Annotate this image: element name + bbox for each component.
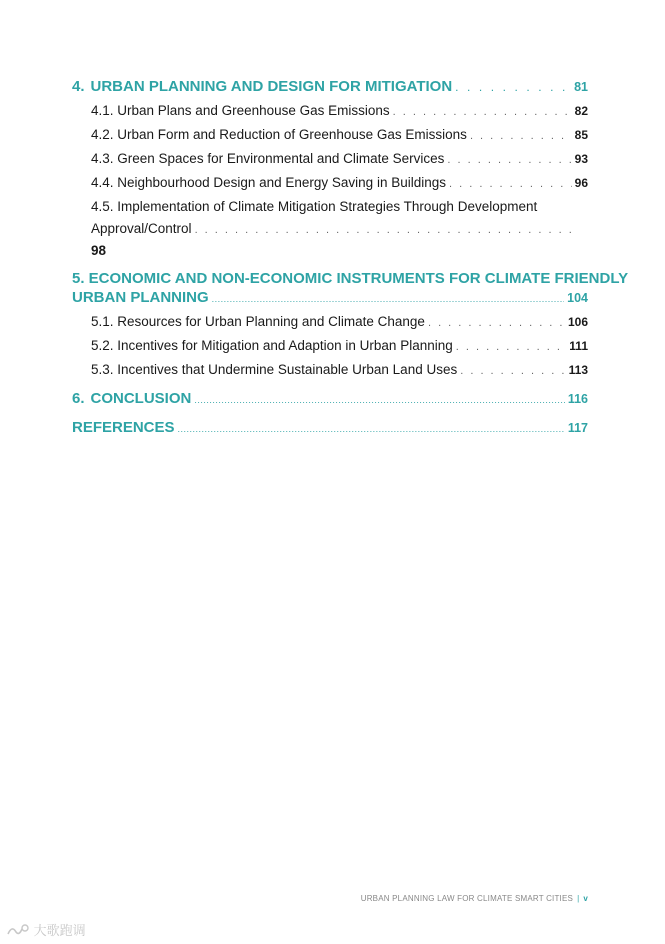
toc-entry-5-3[interactable] — [72, 362, 588, 377]
toc-entry-page: 93 — [574, 152, 588, 166]
toc-entry-title-line2: Approval/Control — [91, 221, 192, 236]
toc-entry-4-2[interactable] — [72, 127, 588, 142]
toc-entry-title: 5.2. Incentives for Mitigation and Adaption in Urban Planning — [91, 338, 453, 353]
toc-entry-title: 5.3. Incentives that Undermine Sustainable Urban Land Uses — [91, 362, 458, 377]
toc-entry-title-line2-row — [72, 289, 588, 306]
toc-entry-6[interactable] — [72, 390, 588, 407]
footer-page-number: v — [583, 894, 588, 903]
leader-dots — [212, 294, 564, 304]
watermark-text: 大歌跑调 — [33, 923, 86, 938]
page-footer — [361, 894, 588, 903]
toc-entry-page: 111 — [569, 339, 588, 353]
toc-entry-title: 4.4. Neighbourhood Design and Energy Saving in Buildings — [91, 175, 446, 190]
toc-entry-title: 4.3. Green Spaces for Environmental and Climate Services — [91, 151, 445, 166]
toc-entry-page: 117 — [567, 421, 588, 435]
leader-dots — [195, 224, 572, 236]
toc-entry-page: 106 — [567, 315, 588, 329]
leader-dots — [393, 106, 572, 118]
watermark-logo-icon — [6, 923, 30, 937]
toc-entry-5-2[interactable] — [72, 338, 588, 353]
toc-entry-4-3[interactable] — [72, 151, 588, 166]
toc-entry-title: REFERENCES — [72, 419, 175, 436]
toc-entry-title: 5.1. Resources for Urban Planning and Climate Change — [91, 314, 425, 329]
toc-entry-title-line1: 5. ECONOMIC AND NON-ECONOMIC INSTRUMENTS FOR CLIMATE FRIENDLY — [72, 270, 629, 287]
toc-entry-title: CONCLUSION — [90, 390, 192, 407]
toc-entry-title-line2: URBAN PLANNING — [72, 289, 209, 306]
toc-entry-page: 96 — [574, 176, 588, 190]
toc-entry-title-line2-row — [72, 221, 575, 236]
leader-dots — [428, 317, 565, 329]
toc-entry-5-1[interactable] — [72, 314, 588, 329]
toc-entry-page: 113 — [568, 363, 588, 377]
leader-dots — [470, 130, 572, 142]
toc-entry-number: 6. — [72, 390, 85, 407]
leader-dots — [460, 365, 565, 377]
toc-entry-title: 4.2. Urban Form and Reduction of Greenhouse Gas Emissions — [91, 127, 467, 142]
toc-entry-4[interactable] — [72, 78, 588, 95]
toc-entry-page: 98 — [91, 243, 107, 258]
toc-entry-title: 4.1. Urban Plans and Greenhouse Gas Emissions — [91, 103, 390, 118]
leader-dots — [456, 341, 567, 353]
toc-entry-title-line1: 4.5. Implementation of Climate Mitigation Strategies Through Development — [91, 199, 538, 214]
leader-dots — [194, 395, 564, 405]
watermark — [6, 920, 86, 939]
leader-dots — [447, 154, 571, 166]
footer-title: URBAN PLANNING LAW FOR CLIMATE SMART CITIES — [360, 894, 574, 903]
toc-entry-4-4[interactable] — [72, 175, 588, 190]
leader-dots — [178, 424, 565, 434]
toc-entry-number: 4. — [72, 78, 85, 95]
toc-entry-page: 116 — [567, 392, 588, 406]
toc-entry-page: 85 — [574, 128, 588, 142]
toc-entry-references[interactable] — [72, 419, 588, 436]
toc-entry-page: 82 — [574, 104, 588, 118]
leader-dots — [449, 178, 572, 190]
toc-entry-4-1[interactable] — [72, 103, 588, 118]
toc-entry-page: 104 — [567, 291, 588, 305]
footer-separator: | — [577, 894, 580, 903]
toc-entry-title: URBAN PLANNING AND DESIGN FOR MITIGATION — [90, 78, 453, 95]
toc-entry-page: 81 — [574, 80, 588, 94]
leader-dots — [455, 80, 571, 94]
